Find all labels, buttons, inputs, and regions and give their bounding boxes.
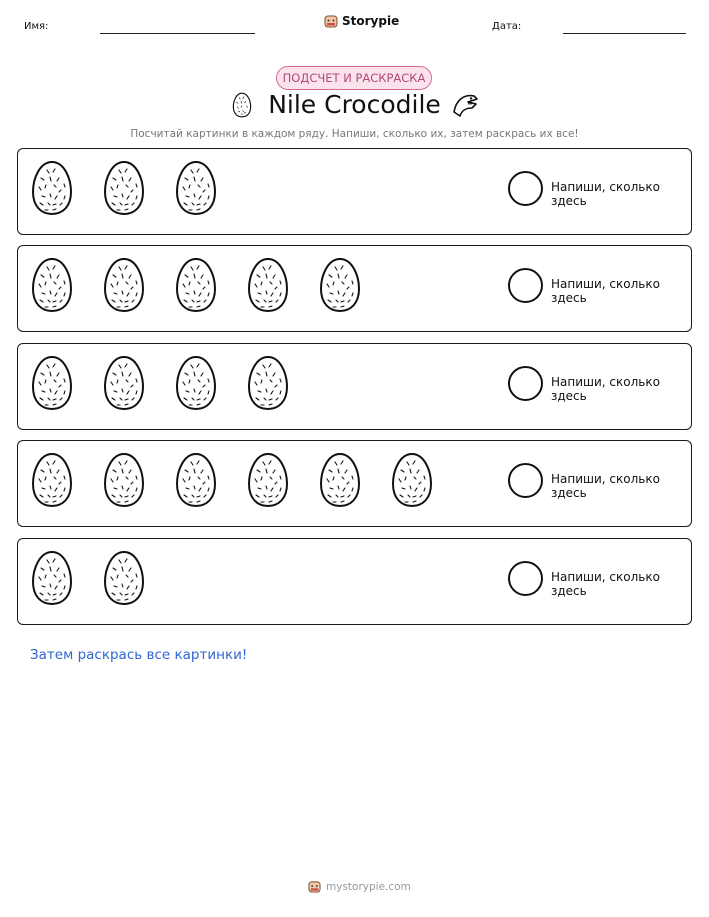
answer-circle[interactable] bbox=[508, 268, 543, 303]
egg-icon[interactable] bbox=[102, 257, 146, 313]
egg-group bbox=[30, 550, 146, 606]
answer-circle[interactable] bbox=[508, 463, 543, 498]
egg-icon[interactable] bbox=[30, 355, 74, 411]
page-title: Nile Crocodile bbox=[268, 90, 441, 119]
egg-icon[interactable] bbox=[318, 452, 362, 508]
egg-icon[interactable] bbox=[102, 160, 146, 216]
footer bbox=[308, 880, 411, 893]
answer-circle[interactable] bbox=[508, 171, 543, 206]
count-row-4 bbox=[17, 440, 692, 527]
egg-group bbox=[30, 257, 362, 313]
egg-icon[interactable] bbox=[30, 160, 74, 216]
crocodile-icon bbox=[450, 90, 480, 120]
egg-icon[interactable] bbox=[102, 550, 146, 606]
storypie-bear-icon bbox=[308, 880, 321, 893]
egg-icon[interactable] bbox=[318, 257, 362, 313]
egg-icon[interactable] bbox=[174, 452, 218, 508]
egg-icon[interactable] bbox=[30, 550, 74, 606]
name-label: Имя: bbox=[24, 21, 49, 32]
date-label: Дата: bbox=[492, 21, 522, 32]
egg-icon[interactable] bbox=[102, 355, 146, 411]
egg-icon[interactable] bbox=[30, 452, 74, 508]
answer-label: Напиши, сколько здесь bbox=[551, 180, 660, 208]
egg-icon[interactable] bbox=[174, 160, 218, 216]
egg-icon[interactable] bbox=[174, 355, 218, 411]
instructions-text: Посчитай картинки в каждом ряду. Напиши, сколько их, затем раскрась их все! bbox=[130, 128, 579, 140]
category-badge: ПОДСЧЕТ И РАСКРАСКА bbox=[276, 66, 432, 90]
count-row-5 bbox=[17, 538, 692, 625]
date-line bbox=[563, 33, 686, 34]
egg-icon[interactable] bbox=[246, 355, 290, 411]
count-row-3 bbox=[17, 343, 692, 430]
answer-label: Напиши, сколько здесь bbox=[551, 570, 660, 598]
name-line bbox=[100, 33, 255, 34]
egg-group bbox=[30, 160, 218, 216]
egg-icon[interactable] bbox=[174, 257, 218, 313]
storypie-bear-icon bbox=[324, 14, 338, 28]
brand-name: Storypie bbox=[342, 14, 400, 28]
egg-group bbox=[30, 355, 290, 411]
footer-url[interactable]: mystorypie.com bbox=[326, 880, 411, 893]
egg-icon[interactable] bbox=[102, 452, 146, 508]
egg-icon[interactable] bbox=[30, 257, 74, 313]
answer-circle[interactable] bbox=[508, 366, 543, 401]
storypie-logo bbox=[324, 14, 399, 28]
egg-group bbox=[30, 452, 434, 508]
coloring-note: Затем раскрась все картинки! bbox=[30, 647, 248, 663]
answer-label: Напиши, сколько здесь bbox=[551, 277, 660, 305]
egg-icon[interactable] bbox=[390, 452, 434, 508]
answer-label: Напиши, сколько здесь bbox=[551, 472, 660, 500]
answer-label: Напиши, сколько здесь bbox=[551, 375, 660, 403]
egg-icon[interactable] bbox=[246, 257, 290, 313]
answer-circle[interactable] bbox=[508, 561, 543, 596]
count-row-2 bbox=[17, 245, 692, 332]
egg-icon[interactable] bbox=[246, 452, 290, 508]
count-row-1 bbox=[17, 148, 692, 235]
